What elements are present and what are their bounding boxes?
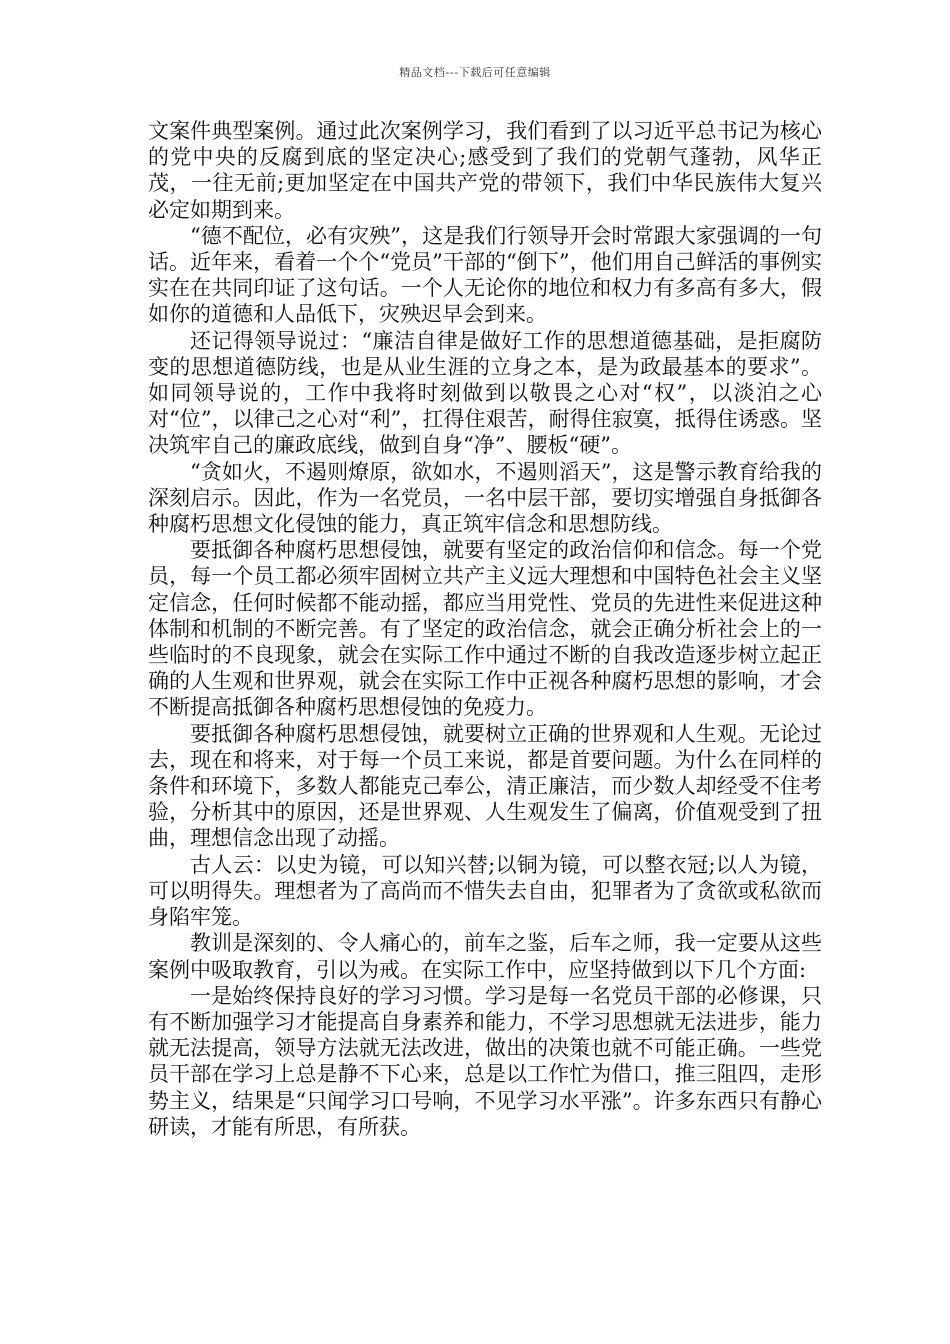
paragraph-4: “贪如火，不遏则燎原，欲如水，不遏则滔天”，这是警示教育给我的深刻启示。因此，作为一名党员，一名中层干部，要切实增强自身抵御各种腐朽思想文化侵蚀的能力，真正筑牢信念和思想防线。: [148, 459, 822, 537]
paragraph-3: 还记得领导说过：“廉洁自律是做好工作的思想道德基础，是拒腐防变的思想道德防线，也是从业生涯的立身之本，是为政最基本的要求”。如同领导说的，工作中我将时刻做到以敬畏之心对“权”，以淡泊之心对“位”，以律己之心对“利”，扛得住艰苦，耐得住寂寞，抵得住诱惑。坚决筑牢自己的廉政底线，做到自身“净”、腰板“硬”。: [148, 328, 822, 458]
paragraph-9: 一是始终保持良好的学习习惯。学习是每一名党员干部的必修课，只有不断加强学习才能提高自身素养和能力，不学习思想就无法进步，能力就无法提高，领导方法就无法改进，做出的决策也就不可能正确。一些党员干部在学习上总是静不下心来，总是以工作忙为借口，推三阻四，走形势主义，结果是“只闻学习口号响，不见学习水平涨”。许多东西只有静心研读，才能有所思，有所获。: [148, 983, 822, 1139]
paragraph-2: “德不配位，必有灾殃”，这是我们行领导开会时常跟大家强调的一句话。近年来，看着一个个“党员”干部的“倒下”，他们用自己鲜活的事例实实在在共同印证了这句话。一个人无论你的地位和权力有多高有多大，假如你的道德和人品低下，灾殃迟早会到来。: [148, 223, 822, 327]
paragraph-8: 教训是深刻的、令人痛心的，前车之鉴，后车之师，我一定要从这些案例中吸取教育，引以为戒。在实际工作中，应坚持做到以下几个方面:: [148, 931, 822, 982]
paragraph-6: 要抵御各种腐朽思想侵蚀，就要树立正确的世界观和人生观。无论过去，现在和将来，对于每一个员工来说，都是首要问题。为什么在同样的条件和环境下，多数人都能克己奉公，清正廉洁，而少数人却经受不住考验，分析其中的原因，还是世界观、人生观发生了偏离，价值观受到了扭曲，理想信念出现了动摇。: [148, 721, 822, 851]
paragraph-7: 古人云：以史为镜，可以知兴替;以铜为镜，可以整衣冠;以人为镜，可以明得失。理想者为了高尚而不惜失去自由，犯罪者为了贪欲或私欲而身陷牢笼。: [148, 852, 822, 930]
page-header: 精品文档---下载后可任意编辑: [399, 66, 551, 79]
paragraph-1: 文案件典型案例。通过此次案例学习，我们看到了以习近平总书记为核心的党中央的反腐到底的坚定决心;感受到了我们的党朝气蓬勃，风华正茂，一往无前;更加坚定在中国共产党的带领下，我们中华民族伟大复兴必定如期到来。: [148, 119, 822, 222]
paragraph-5: 要抵御各种腐朽思想侵蚀，就要有坚定的政治信仰和信念。每一个党员，每一个员工都必须牢固树立共产主义远大理想和中国特色社会主义坚定信念，任何时候都不能动摇，都应当用党性、党员的先进性来促进这种体制和机制的不断完善。有了坚定的政治信念，就会正确分析社会上的一些临时的不良现象，就会在实际工作中通过不断的自我改造逐步树立起正确的人生观和世界观，就会在实际工作中正视各种腐朽思想的影响，才会不断提高抵御各种腐朽思想侵蚀的免疫力。: [148, 538, 822, 720]
document-body: [148, 118, 822, 1140]
